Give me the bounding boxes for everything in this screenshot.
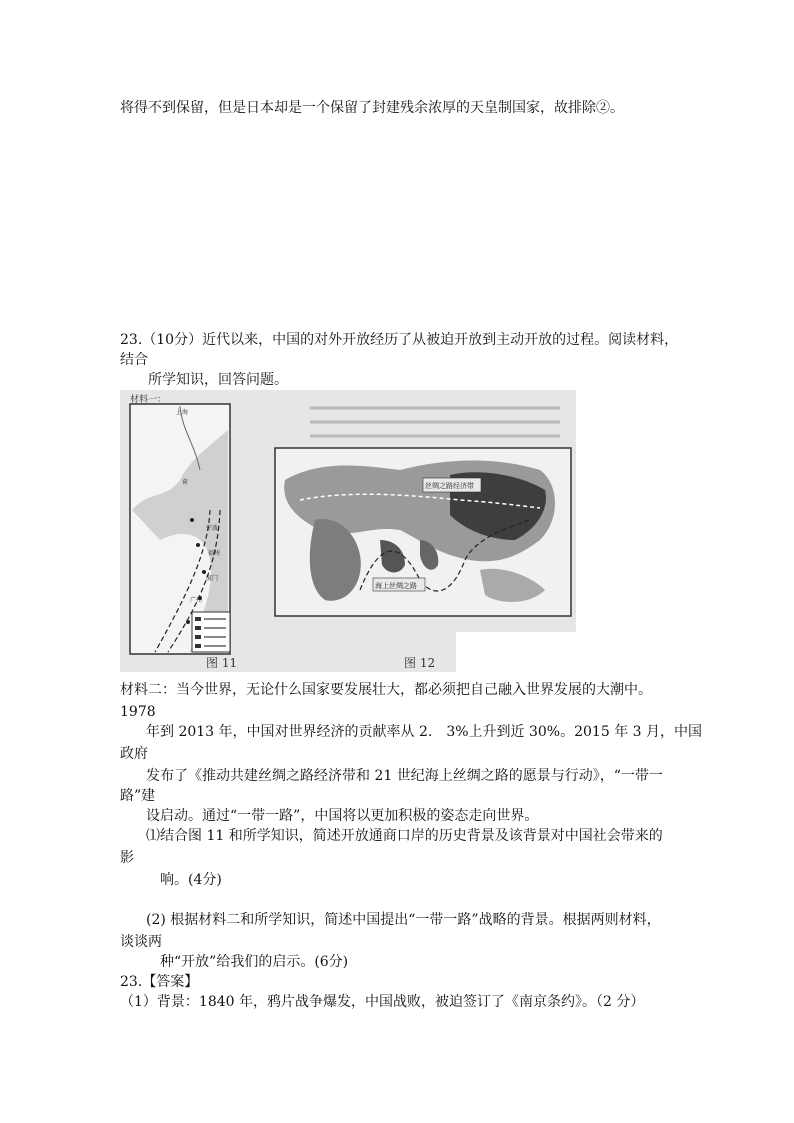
figure-11-caption: 图 11 [206,656,238,670]
material-1-label: 材料一： [130,395,167,405]
material-2-line-7: 设启动。通过“一带一路”，中国将以更加积极的姿态走向世界。 [146,808,539,824]
intro-line: 将得不到保留，但是日本却是一个保留了封建残余浓厚的天皇制国家，故排除②。 [120,100,624,116]
material-2-line-6: 路”建 [120,788,156,804]
map11-label: 广州 [190,597,203,604]
material-2-line-4: 政府 [120,746,148,762]
question-line-1: 23.（10分）近代以来，中国的对外开放经历了从被迫开放到主动开放的过程。阅读材料， [120,332,679,348]
sub-question-2-line-3: 种“开放”给我们的启示。(6分) [160,954,349,970]
map11-label: 福州 [208,550,221,557]
map11-label: 荷 [182,479,189,486]
map11-label: 上海 [176,409,189,416]
sub-question-1-line-1: ⑴结合图 11 和所学知识，简述开放通商口岸的历史背景及该背景对中国社会带来的 [146,828,663,844]
material-1-figure [120,390,576,672]
answer-line-1: （1）背景：1840 年，鸦片战争爆发，中国战败，被迫签订了《南京条约》。（2 分） [120,994,645,1010]
material-2-line-1: 材料二：当今世界，无论什么国家要发展壮大，都必须把自己融入世界发展的大潮中。 [120,682,652,698]
question-line-3: 所学知识，回答问题。 [148,372,288,388]
material-2-line-2: 1978 [120,704,156,720]
question-line-2: 结合 [120,352,148,368]
answer-heading: 23.【答案】 [120,974,199,990]
sub-question-2-line-2: 谈谈两 [120,934,162,950]
map12-label: 海上丝绸之路 [375,582,417,590]
material-2-line-5: 发布了《推动共建丝绸之路经济带和 21 世纪海上丝绸之路的愿景与行动》，“一带一 [146,768,663,784]
map12-label: 丝绸之路经济带 [425,482,474,490]
maps-image [120,390,576,672]
sub-question-1-line-3: 响。(4分) [160,872,222,888]
figure-12-caption: 图 12 [404,656,436,670]
sub-question-1-line-2: 影 [120,850,134,866]
sub-question-2-line-1: (2) 根据材料二和所学知识，简述中国提出“一带一路”战略的背景。根据两则材料， [146,912,661,928]
material-2-line-3: 年到 2013 年，中国对世界经济的贡献率从 2. 3%上升到近 30%。2015 年 3 月，中国 [146,724,702,740]
map11-label: 宁波 [206,525,219,532]
map11-label: 厦门 [206,575,219,582]
scan-blank-area [456,632,576,672]
